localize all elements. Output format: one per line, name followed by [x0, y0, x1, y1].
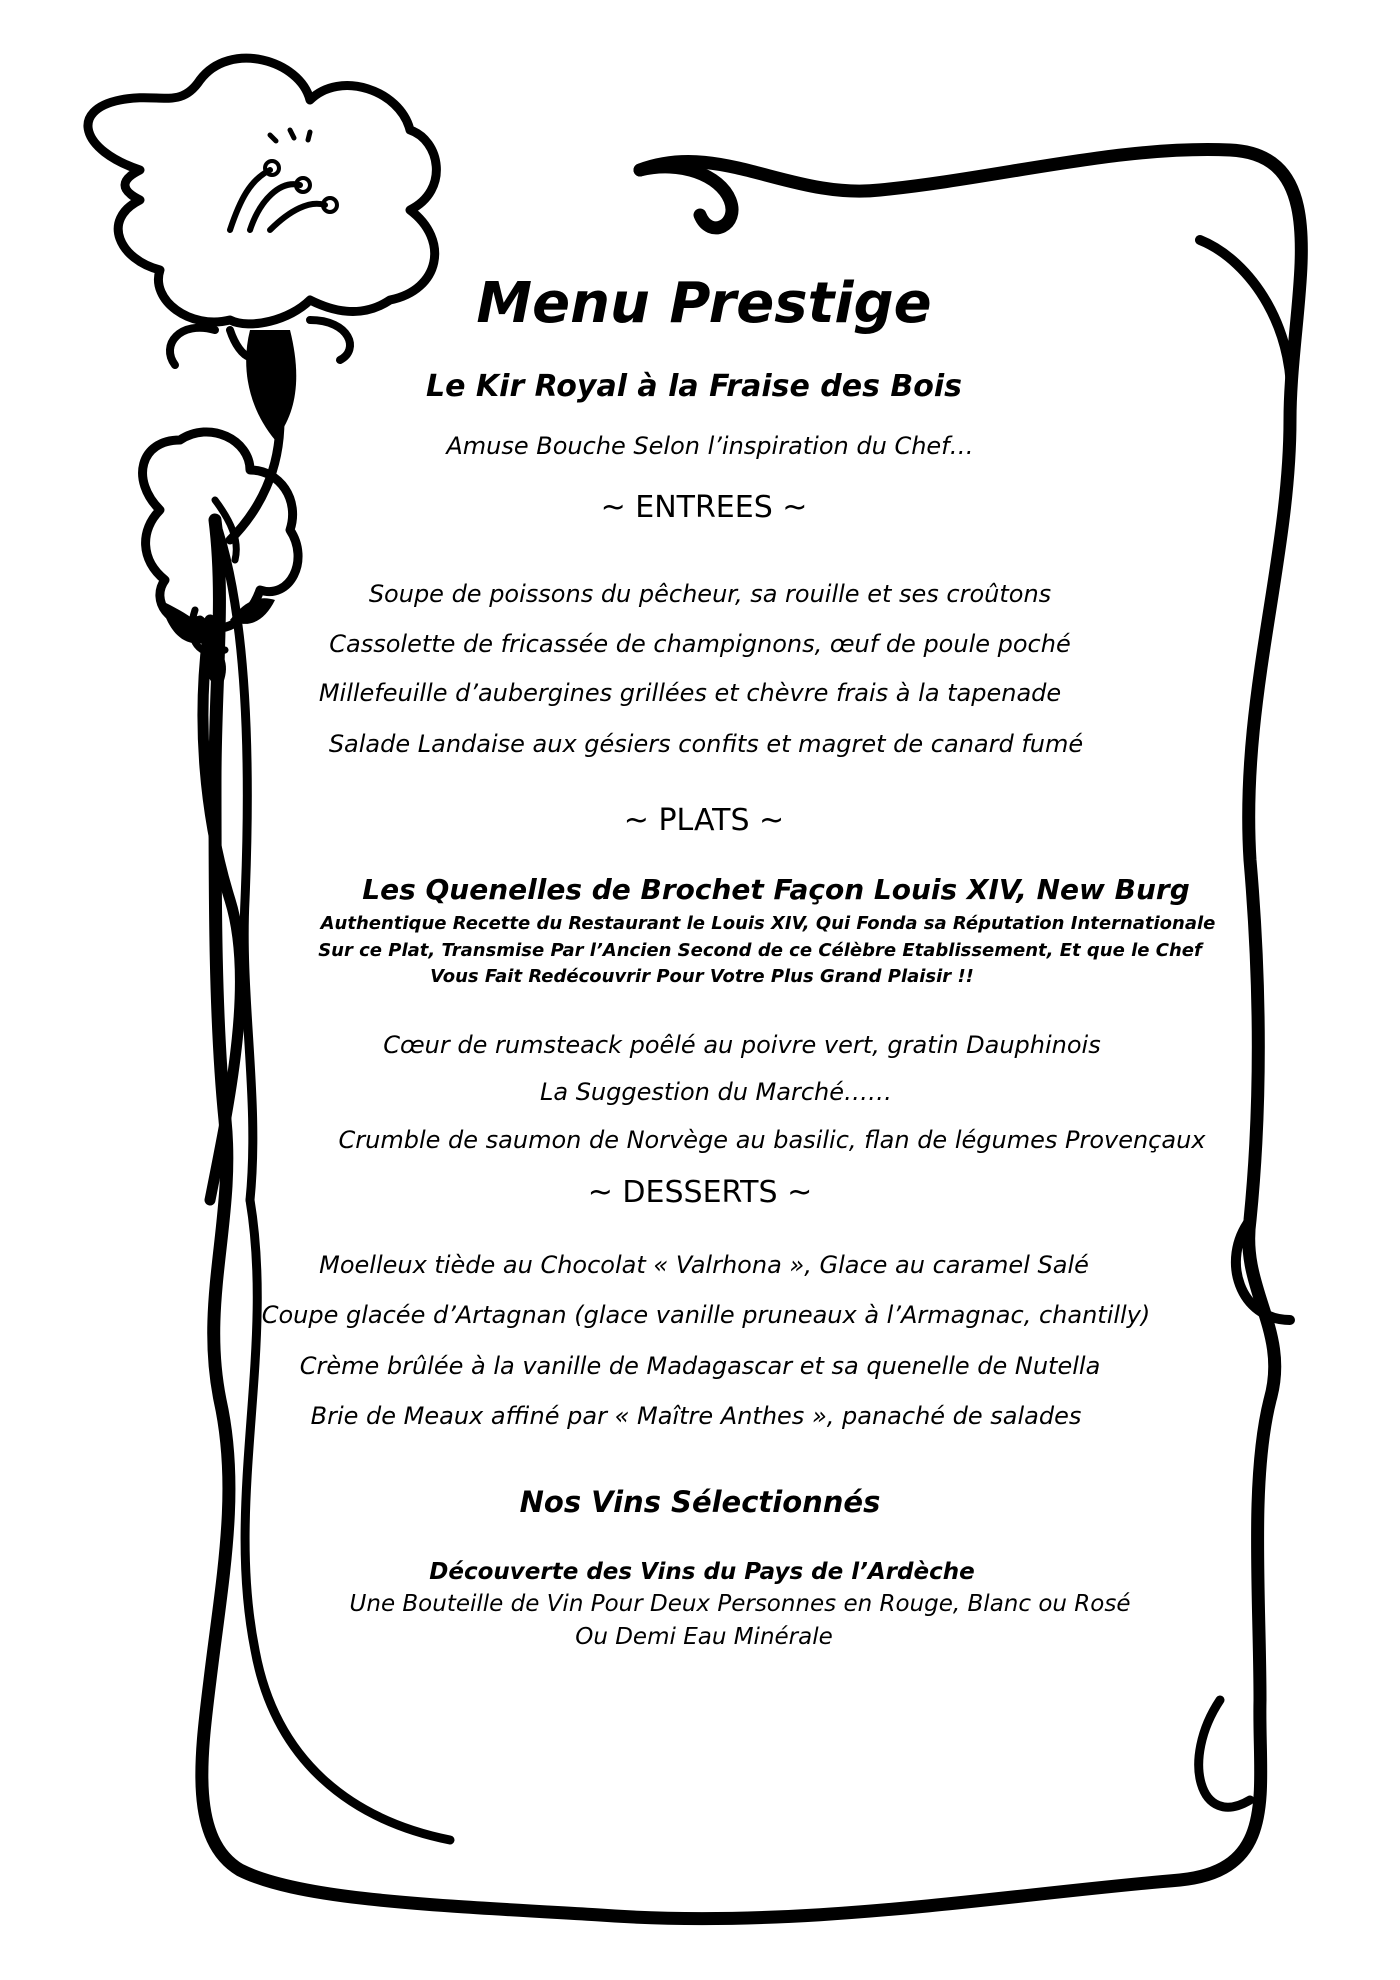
dessert-item: Crème brûlée à la vanille de Madagascar et sa quenelle de Nutella	[299, 1352, 1101, 1380]
wines-heading: Nos Vins Sélectionnés	[519, 1485, 881, 1519]
amuse-bouche-line: Amuse Bouche Selon l’inspiration du Chef…	[446, 432, 974, 460]
aperitif-line: Le Kir Royal à la Fraise des Bois	[426, 369, 962, 404]
wines-line: Une Bouteille de Vin Pour Deux Personnes en Rouge, Blanc ou Rosé	[349, 1591, 1131, 1617]
wines-subheading: Découverte des Vins du Pays de l’Ardèche	[429, 1559, 975, 1585]
dessert-item: Moelleux tiède au Chocolat « Valrhona », Glace au caramel Salé	[319, 1251, 1089, 1279]
desserts-heading: ~ DESSERTS ~	[587, 1175, 813, 1210]
dessert-item: Coupe glacée d’Artagnan (glace vanille pruneaux à l’Armagnac, chantilly)	[261, 1301, 1151, 1329]
plats-heading: ~ PLATS ~	[623, 803, 785, 838]
feature-note: Authentique Recette du Restaurant le Louis XIV, Qui Fonda sa Réputation Internationale	[320, 913, 1216, 934]
feature-note: Vous Fait Redécouvrir Pour Votre Plus Grand Plaisir !!	[430, 966, 974, 987]
entree-item: Millefeuille d’aubergines grillées et chèvre frais à la tapenade	[318, 679, 1062, 707]
entree-item: Cassolette de fricassée de champignons, œuf de poule poché	[329, 630, 1071, 658]
plat-item: Cœur de rumsteack poêlé au poivre vert, gratin Dauphinois	[383, 1031, 1101, 1059]
feature-dish: Les Quenelles de Brochet Façon Louis XIV, New Burg	[362, 873, 1190, 906]
page-title: Menu Prestige	[476, 271, 932, 336]
wines-line: Ou Demi Eau Minérale	[575, 1624, 833, 1650]
plat-item: Crumble de saumon de Norvège au basilic, flan de légumes Provençaux	[338, 1126, 1206, 1154]
dessert-item: Brie de Meaux affiné par « Maître Anthes », panaché de salades	[310, 1402, 1082, 1430]
entree-item: Salade Landaise aux gésiers confits et magret de canard fumé	[328, 730, 1084, 758]
entree-item: Soupe de poissons du pêcheur, sa rouille et ses croûtons	[368, 580, 1052, 608]
entrees-heading: ~ ENTREES ~	[600, 490, 808, 525]
plat-item: La Suggestion du Marché……	[539, 1078, 893, 1106]
feature-note: Sur ce Plat, Transmise Par l’Ancien Second de ce Célèbre Etablissement, Et que le Chef	[318, 940, 1202, 961]
